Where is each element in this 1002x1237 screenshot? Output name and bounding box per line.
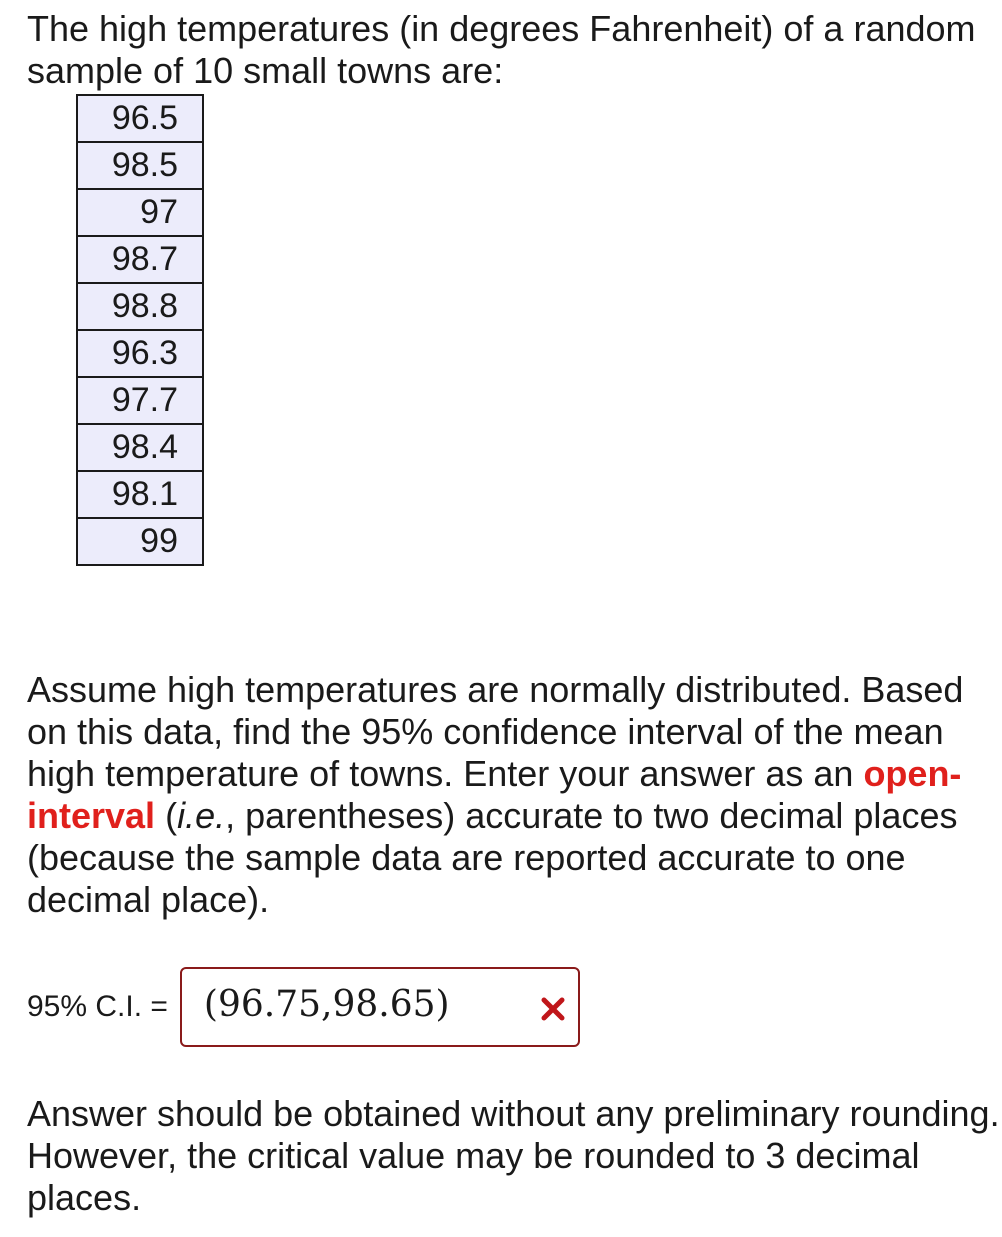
ie-abbreviation: i.e. (177, 795, 226, 836)
table-cell: 98.7 (77, 236, 203, 283)
open-interval-highlight: open-interval (27, 753, 962, 836)
table-row (77, 330, 203, 377)
table-row (77, 424, 203, 471)
answer-input[interactable] (180, 967, 580, 1047)
table-cell: 96.3 (77, 330, 203, 377)
table-cell: 97 (77, 189, 203, 236)
table-row (77, 95, 203, 142)
table-cell: 98.8 (77, 283, 203, 330)
rounding-note: Answer should be obtained without any preliminary rounding. However, the critical value may be rounded to 3 decimal places. (27, 1093, 1000, 1218)
table-cell: 97.7 (77, 377, 203, 424)
answer-row (27, 964, 580, 1050)
answer-value: (96.75,98.65) (203, 984, 450, 1025)
problem-intro: The high temperatures (in degrees Fahrenheit) of a random sample of 10 small towns are: (27, 8, 976, 91)
table-cell: 98.1 (77, 471, 203, 518)
question-part-1: Assume high temperatures are normally distributed. Based on this data, find the 95% confidence interval of the mean high temperature of towns. Enter your answer as an (27, 669, 964, 794)
x-mark-icon (538, 994, 568, 1024)
table-row (77, 377, 203, 424)
table-row (77, 283, 203, 330)
table-row (77, 236, 203, 283)
question-part-2: ( (155, 795, 178, 836)
table-cell: 96.5 (77, 95, 203, 142)
table-cell: 98.5 (77, 142, 203, 189)
table-row (77, 471, 203, 518)
table-row (77, 142, 203, 189)
temperature-data-table (76, 94, 204, 566)
ci-label: 95% C.I. = (27, 990, 168, 1023)
question-text (27, 669, 977, 921)
question-part-3: , parentheses) accurate to two decimal places (because the sample data are reported accurate to one decimal place). (27, 795, 958, 920)
table-row (77, 518, 203, 565)
table-cell: 98.4 (77, 424, 203, 471)
table-row (77, 189, 203, 236)
table-cell: 99 (77, 518, 203, 565)
